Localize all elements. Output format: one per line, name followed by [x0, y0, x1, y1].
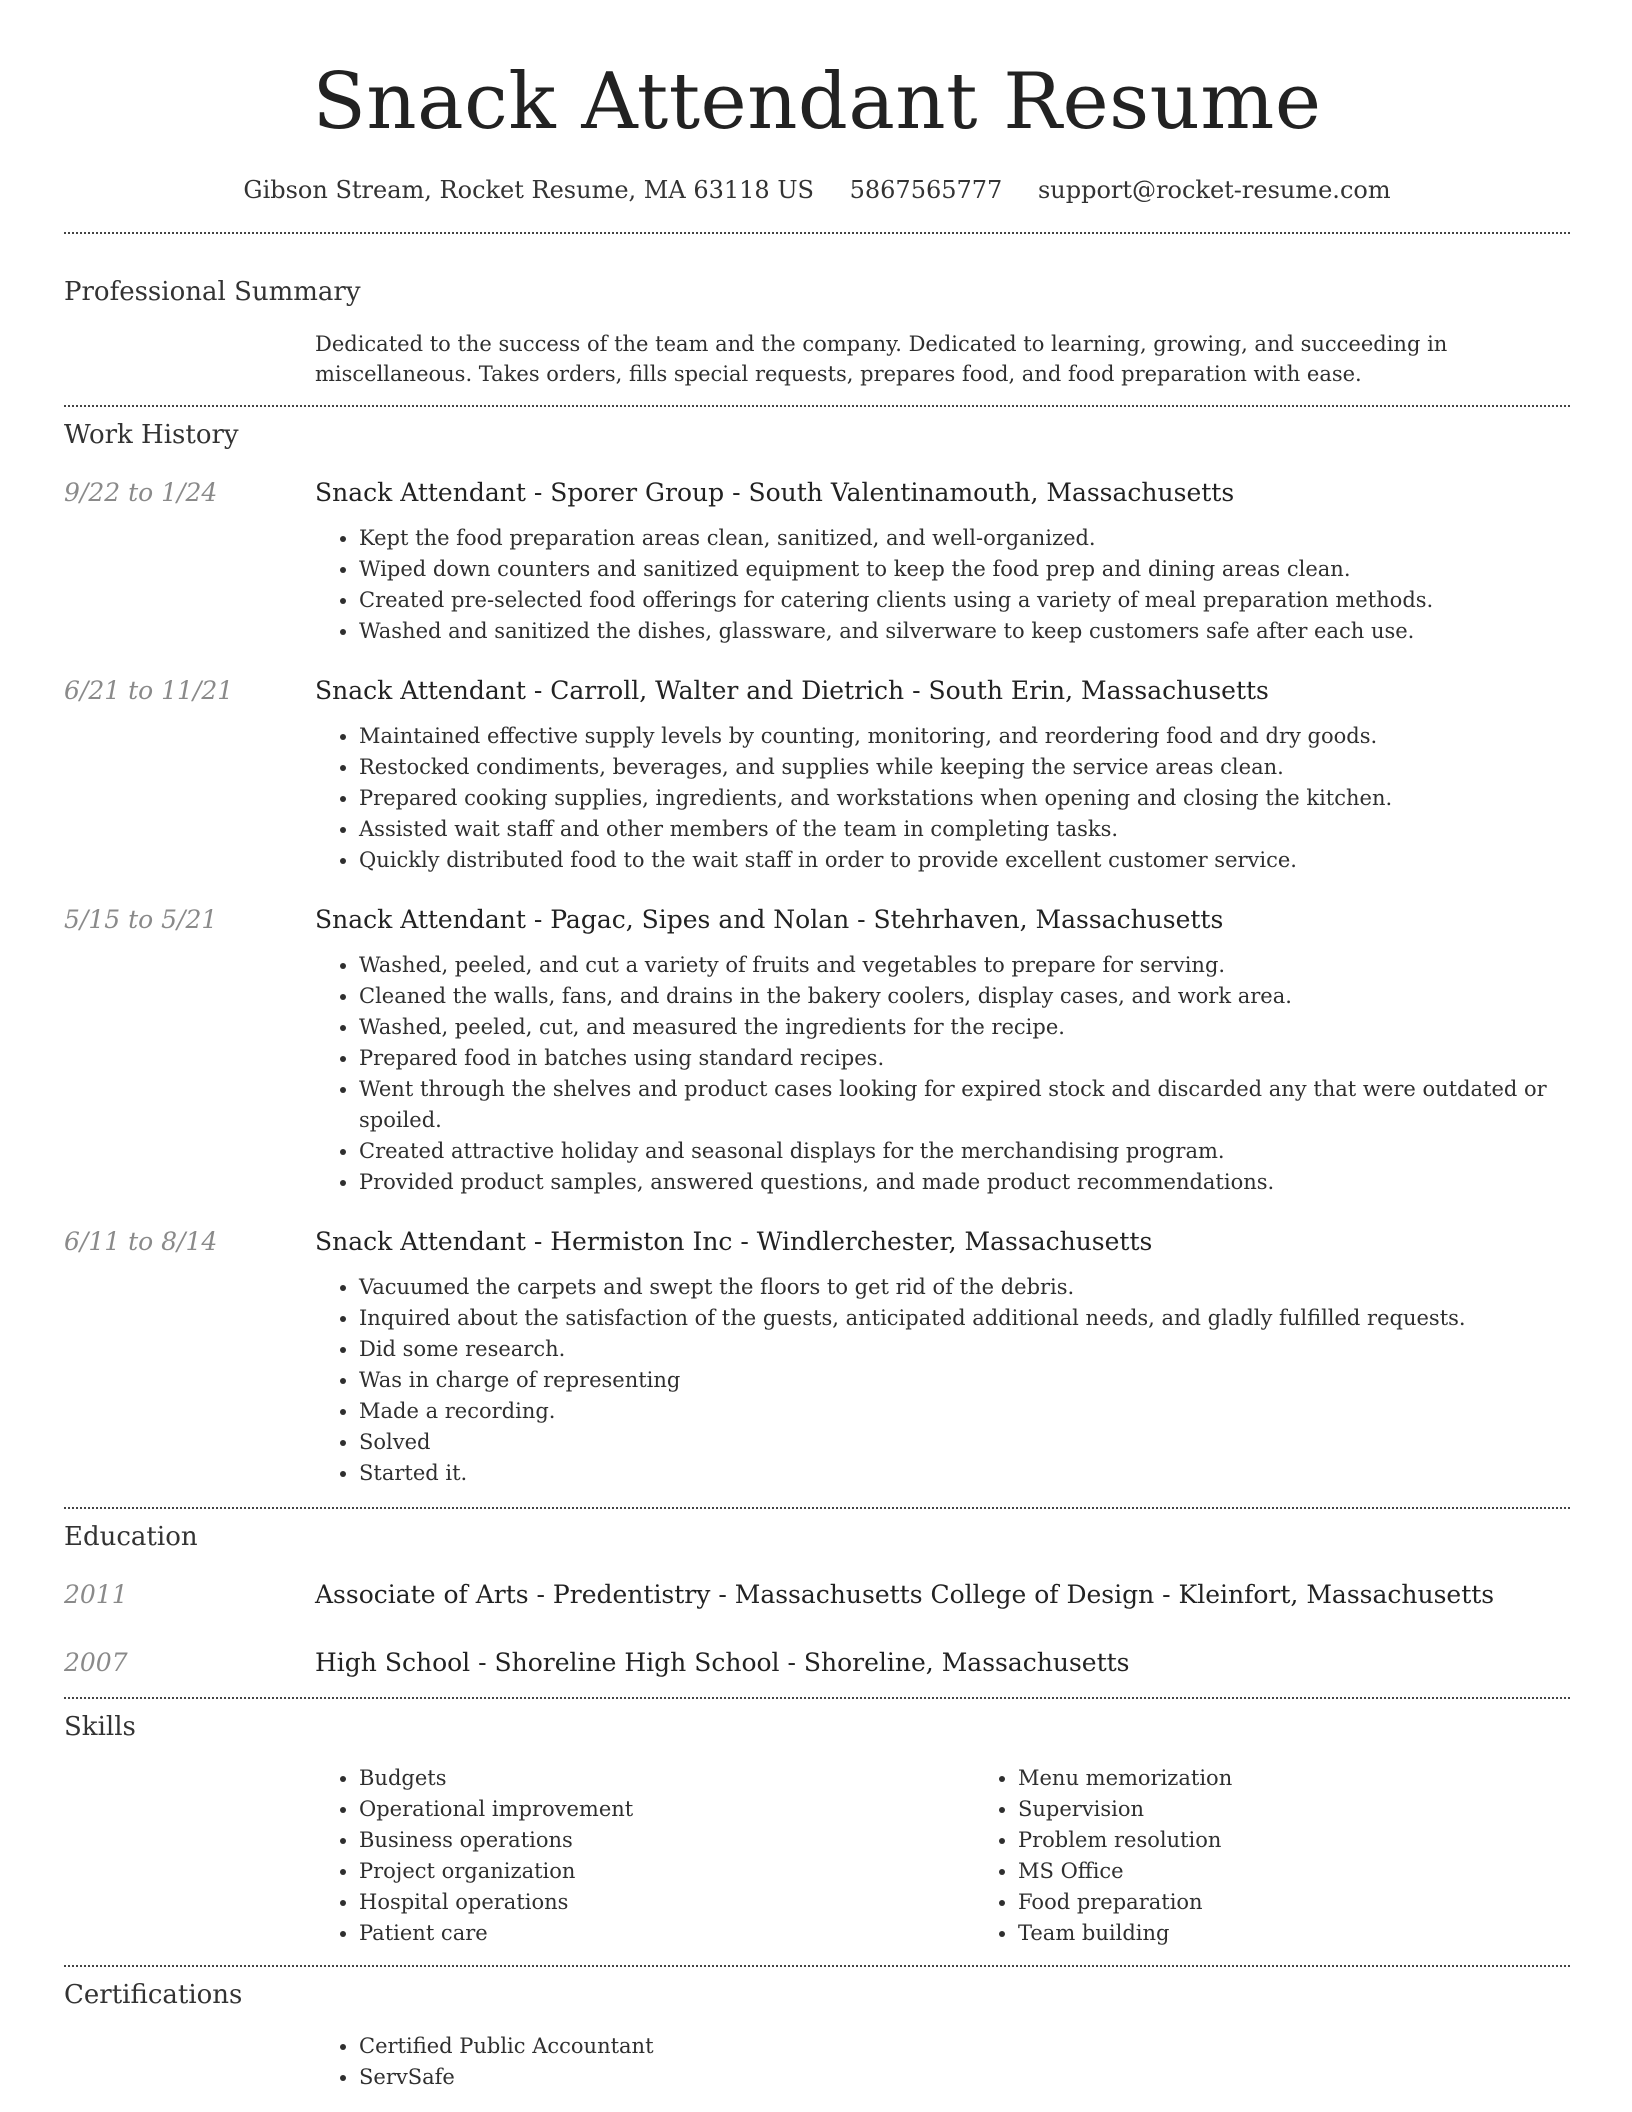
summary-text: Dedicated to the success of the team and the company. Dedicated to learning, growing, and succeeding in miscellaneous. Takes orders, fills special requests, prepares food, and food preparation with ease. — [315, 332, 1448, 386]
job-dates: 6/11 to 8/14 — [64, 1227, 218, 1256]
job-bullets — [315, 950, 1570, 1198]
education-year: 2007 — [64, 1648, 128, 1677]
job-bullets — [315, 523, 1570, 647]
section-title-certifications: Certifications — [64, 1980, 243, 2010]
job-bullet: • Washed and sanitized the dishes, glassware, and silverware to keep customers safe after each use. — [359, 616, 1570, 647]
resume-title: Snack Attendant Resume — [312, 57, 1322, 147]
job-bullet: • Provided product samples, answered questions, and made product recommendations. — [359, 1167, 1570, 1198]
job-heading: Snack Attendant - Carroll, Walter and Dietrich - South Erin, Massachusetts — [315, 676, 1269, 705]
job-bullet: • Made a recording. — [359, 1396, 1570, 1427]
job-bullets — [315, 721, 1570, 876]
divider — [64, 1507, 1570, 1509]
divider — [64, 405, 1570, 407]
skill-item: • MS Office — [1018, 1856, 1632, 1887]
certification-item: • Certified Public Accountant — [359, 2031, 1570, 2062]
job-bullet: • Assisted wait staff and other members of the team in completing tasks. — [359, 814, 1570, 845]
skills-columns — [315, 1763, 1632, 1949]
job-dates: 6/21 to 11/21 — [64, 676, 234, 705]
job-bullet: • Washed, peeled, cut, and measured the ingredients for the recipe. — [359, 1012, 1570, 1043]
skill-item: • Supervision — [1018, 1794, 1632, 1825]
job-bullet: • Went through the shelves and product cases looking for expired stock and discarded any that were outdated or spoiled. — [359, 1074, 1570, 1136]
skill-item: • Food preparation — [1018, 1887, 1632, 1918]
skill-item: • Project organization — [359, 1856, 974, 1887]
certifications-row — [64, 2031, 1570, 2093]
job-entry — [64, 477, 1570, 647]
education-entry — [64, 1647, 1570, 1679]
job-entry — [64, 904, 1570, 1198]
section-title-summary: Professional Summary — [64, 277, 361, 307]
summary-row — [64, 329, 1570, 389]
job-entry — [64, 675, 1570, 876]
certification-item: • ServSafe — [359, 2062, 1570, 2093]
divider — [64, 1965, 1570, 1967]
contact-line — [64, 174, 1570, 206]
education-text: High School - Shoreline High School - Shoreline, Massachusetts — [315, 1648, 1130, 1677]
job-heading: Snack Attendant - Sporer Group - South Valentinamouth, Massachusetts — [315, 478, 1235, 507]
job-dates: 9/22 to 1/24 — [64, 478, 218, 507]
job-bullet: • Solved — [359, 1427, 1570, 1458]
education-entry — [64, 1579, 1570, 1611]
skill-item: • Operational improvement — [359, 1794, 974, 1825]
job-heading: Snack Attendant - Pagac, Sipes and Nolan - Stehrhaven, Massachusetts — [315, 905, 1224, 934]
divider — [64, 1697, 1570, 1699]
section-title-work: Work History — [64, 420, 239, 450]
skill-item: • Problem resolution — [1018, 1825, 1632, 1856]
job-bullet: • Prepared cooking supplies, ingredients, and workstations when opening and closing the kitchen. — [359, 783, 1570, 814]
section-title-education: Education — [64, 1522, 198, 1552]
skill-item: • Team building — [1018, 1918, 1632, 1949]
job-bullet: • Kept the food preparation areas clean, sanitized, and well-organized. — [359, 523, 1570, 554]
job-bullet: • Maintained effective supply levels by counting, monitoring, and reordering food and dry goods. — [359, 721, 1570, 752]
skills-row — [64, 1763, 1570, 1949]
resume-page — [64, 0, 1570, 2093]
job-bullet: • Washed, peeled, and cut a variety of fruits and vegetables to prepare for serving. — [359, 950, 1570, 981]
job-bullet: • Created pre-selected food offerings for catering clients using a variety of meal preparation methods. — [359, 585, 1570, 616]
job-bullet: • Wiped down counters and sanitized equipment to keep the food prep and dining areas clean. — [359, 554, 1570, 585]
job-bullet: • Cleaned the walls, fans, and drains in the bakery coolers, display cases, and work area. — [359, 981, 1570, 1012]
certifications-list — [315, 2031, 1570, 2093]
skill-item: • Menu memorization — [1018, 1763, 1632, 1794]
skills-list-left — [315, 1763, 974, 1949]
job-entry — [64, 1226, 1570, 1489]
job-dates: 5/15 to 5/21 — [64, 905, 218, 934]
contact-phone: 5867565777 — [849, 176, 1003, 204]
skill-item: • Budgets — [359, 1763, 974, 1794]
job-bullet: • Prepared food in batches using standard recipes. — [359, 1043, 1570, 1074]
job-bullet: • Did some research. — [359, 1334, 1570, 1365]
section-title-skills: Skills — [64, 1712, 136, 1742]
job-bullet: • Created attractive holiday and seasonal displays for the merchandising program. — [359, 1136, 1570, 1167]
skills-list-right — [974, 1763, 1632, 1949]
job-heading: Snack Attendant - Hermiston Inc - Windlerchester, Massachusetts — [315, 1227, 1153, 1256]
job-bullet: • Started it. — [359, 1458, 1570, 1489]
education-year: 2011 — [64, 1580, 128, 1609]
job-bullet: • Quickly distributed food to the wait staff in order to provide excellent customer service. — [359, 845, 1570, 876]
skill-item: • Hospital operations — [359, 1887, 974, 1918]
contact-address: Gibson Stream, Rocket Resume, MA 63118 US — [243, 176, 814, 204]
contact-email: support@rocket-resume.com — [1037, 176, 1391, 204]
job-bullets — [315, 1272, 1570, 1489]
divider — [64, 232, 1570, 234]
job-bullet: • Restocked condiments, beverages, and supplies while keeping the service areas clean. — [359, 752, 1570, 783]
skill-item: • Business operations — [359, 1825, 974, 1856]
education-text: Associate of Arts - Predentistry - Massachusetts College of Design - Kleinfort, Massachusetts — [315, 1580, 1495, 1609]
skill-item: • Patient care — [359, 1918, 974, 1949]
job-bullet: • Inquired about the satisfaction of the guests, anticipated additional needs, and gladly fulfilled requests. — [359, 1303, 1570, 1334]
job-bullet: • Vacuumed the carpets and swept the floors to get rid of the debris. — [359, 1272, 1570, 1303]
job-bullet: • Was in charge of representing — [359, 1365, 1570, 1396]
